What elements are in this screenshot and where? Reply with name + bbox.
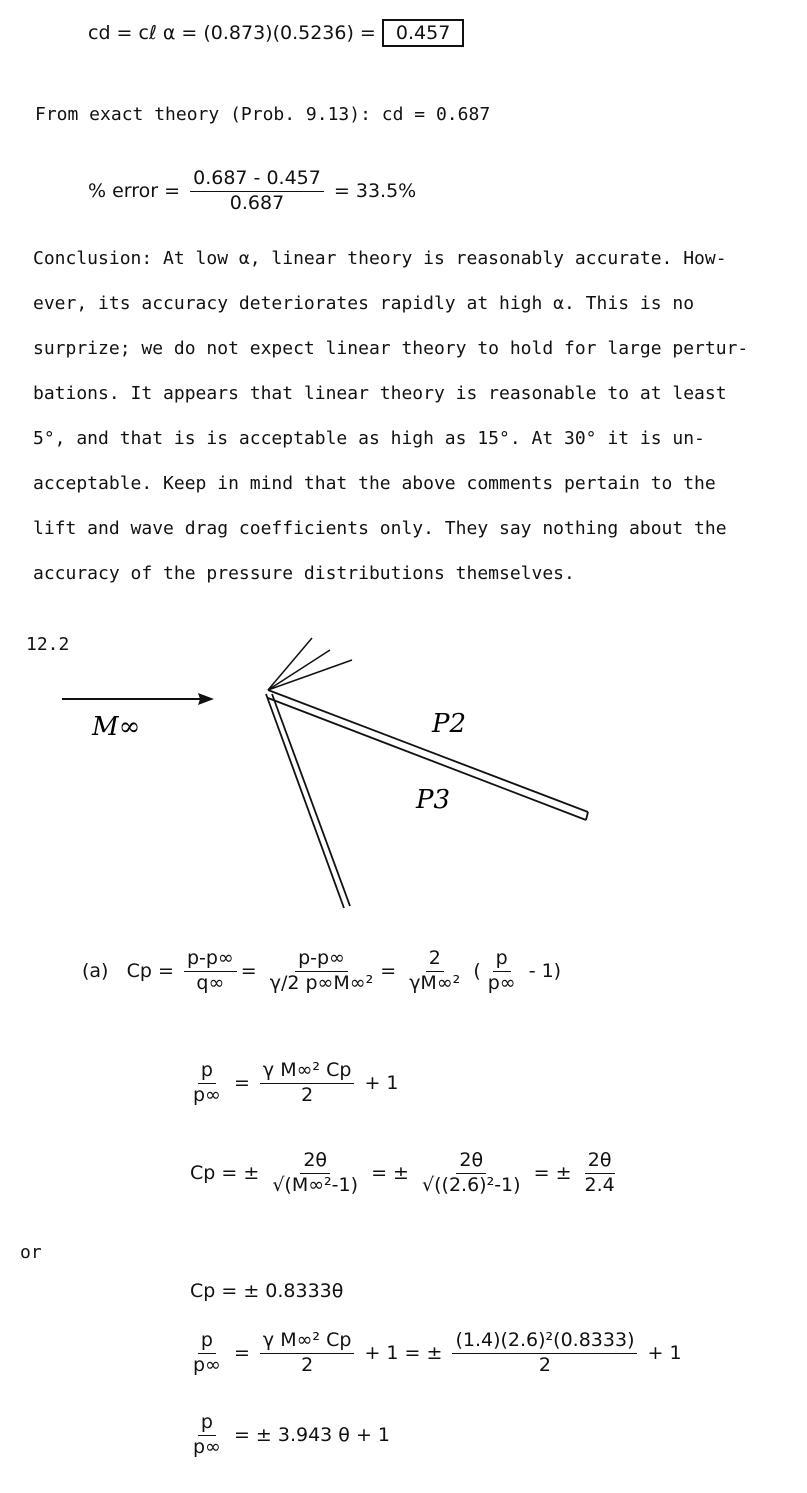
fraction-numerator: p bbox=[198, 1060, 216, 1084]
fraction-numerator: 2θ bbox=[456, 1150, 486, 1174]
conclusion-line: 5°, and that is is acceptable as high as 15°. At 30° it is un- bbox=[33, 428, 705, 449]
final-rhs: = ± 3.943 θ + 1 bbox=[233, 1423, 391, 1446]
fraction-numerator: (1.4)(2.6)²(0.8333) bbox=[452, 1330, 637, 1354]
fraction-numerator: p-p∞ bbox=[184, 948, 237, 972]
conclusion-line: lift and wave drag coefficients only. They say nothing about the bbox=[33, 518, 727, 539]
conclusion-line: accuracy of the pressure distributions themselves. bbox=[33, 563, 575, 584]
equals-sign: = bbox=[233, 1341, 250, 1364]
upper-pressure-label: P2 bbox=[432, 709, 467, 739]
fraction-denominator: p∞ bbox=[193, 1435, 221, 1458]
equals-sign: = bbox=[233, 1071, 250, 1094]
lower-pressure-label: P3 bbox=[416, 785, 451, 815]
error-rhs: = 33.5% bbox=[333, 179, 417, 202]
cp-fraction-2 bbox=[267, 948, 377, 995]
fraction-denominator: 2.4 bbox=[584, 1173, 615, 1196]
shock-wave-line bbox=[266, 694, 344, 908]
fraction-denominator: p∞ bbox=[487, 971, 516, 994]
cd-linear-equation bbox=[88, 22, 464, 44]
boxed-result: 0.457 bbox=[382, 19, 464, 47]
fraction-numerator: p bbox=[198, 1330, 216, 1354]
plus-one-plus-minus: + 1 = ± bbox=[364, 1341, 443, 1364]
cp-numeric-equation: Cp = ± 0.8333θ bbox=[190, 1280, 344, 1302]
cp-fraction-1 bbox=[184, 948, 237, 995]
fraction-denominator: √(M∞²-1) bbox=[272, 1173, 359, 1196]
conclusion-line: Conclusion: At low α, linear theory is reasonably accurate. How- bbox=[33, 248, 727, 269]
fraction-denominator: 2 bbox=[538, 1353, 552, 1376]
fraction-numerator: p bbox=[493, 948, 511, 972]
pressure-ratio-fraction bbox=[485, 948, 519, 995]
pressure-ratio-lhs bbox=[190, 1412, 224, 1459]
pressure-ratio-fraction-2 bbox=[452, 1330, 637, 1377]
fraction-numerator: p bbox=[198, 1412, 216, 1436]
exact-theory-line: From exact theory (Prob. 9.13): cd = 0.687 bbox=[35, 104, 491, 125]
error-lhs: % error = bbox=[88, 179, 181, 202]
flat-plate-diagram bbox=[0, 630, 620, 920]
fraction-numerator: 2 bbox=[426, 948, 444, 972]
freestream-mach-label: M∞ bbox=[92, 712, 141, 742]
expansion-wave bbox=[268, 650, 330, 690]
problem-number: 12.2 bbox=[26, 634, 70, 655]
conclusion-paragraph bbox=[33, 236, 781, 596]
error-denominator: 0.687 bbox=[229, 191, 285, 214]
percent-error-equation bbox=[88, 168, 416, 215]
or-label: or bbox=[20, 1242, 42, 1263]
plus-minus: ± bbox=[243, 1161, 260, 1184]
plus-one: + 1 bbox=[364, 1071, 399, 1094]
conclusion-line: acceptable. Keep in mind that the above comments pertain to the bbox=[33, 473, 716, 494]
pressure-ratio-lhs bbox=[190, 1330, 224, 1377]
cd-linear-lhs: cd = cℓ α = (0.873)(0.5236) = bbox=[88, 22, 376, 44]
fraction-numerator: p-p∞ bbox=[295, 948, 348, 972]
pressure-ratio-equation bbox=[186, 1060, 399, 1107]
cp-symbol: Cp = bbox=[190, 1161, 238, 1184]
error-fraction bbox=[190, 168, 324, 215]
fraction-denominator: p∞ bbox=[193, 1083, 221, 1106]
error-numerator: 0.687 - 0.457 bbox=[190, 168, 324, 192]
fraction-denominator: γM∞² bbox=[409, 971, 461, 994]
fraction-denominator: p∞ bbox=[193, 1353, 221, 1376]
fraction-numerator: γ M∞² Cp bbox=[260, 1060, 355, 1084]
plus-minus: = ± bbox=[533, 1161, 572, 1184]
fraction-numerator: 2θ bbox=[585, 1150, 615, 1174]
fraction-denominator: q∞ bbox=[196, 971, 225, 994]
paren-tail: - 1) bbox=[528, 959, 562, 982]
linear-cp-fraction-1 bbox=[269, 1150, 361, 1197]
fraction-denominator: γ/2 p∞M∞² bbox=[269, 971, 374, 994]
pressure-ratio-fraction-1 bbox=[260, 1330, 355, 1377]
flat-plate-trailing-edge bbox=[586, 812, 588, 820]
fraction-numerator: γ M∞² Cp bbox=[260, 1330, 355, 1354]
fraction-denominator: √((2.6)²-1) bbox=[422, 1173, 521, 1196]
conclusion-line: surprize; we do not expect linear theory to hold for large pertur- bbox=[33, 338, 749, 359]
fraction-denominator: 2 bbox=[301, 1083, 314, 1106]
pressure-ratio-numeric-equation bbox=[186, 1330, 682, 1377]
cp-fraction-3 bbox=[406, 948, 463, 995]
fraction-denominator: 2 bbox=[301, 1353, 314, 1376]
linear-cp-fraction-2 bbox=[419, 1150, 524, 1197]
arrowhead-icon bbox=[198, 693, 214, 705]
open-paren: ( bbox=[473, 959, 481, 982]
conclusion-line: ever, its accuracy deteriorates rapidly at high α. This is no bbox=[33, 293, 695, 314]
fraction-numerator: 2θ bbox=[300, 1150, 330, 1174]
pressure-ratio-lhs bbox=[190, 1060, 224, 1107]
linear-cp-fraction-3 bbox=[582, 1150, 618, 1197]
cp-definition-equation: (a) Cp = $\frac{p-p\infty}{q\infty}$ = $\frac{p-p\infty}{\text{γ/2 p∞M∞²}}$ = $\frac{2}{\text{γM∞²}}$ ( $\frac{p}{p\infty}$ - 1) bbox=[82, 947, 562, 994]
plus-minus: = ± bbox=[371, 1161, 409, 1184]
pressure-ratio-rhs bbox=[260, 1060, 355, 1107]
linear-cp-equation bbox=[190, 1150, 622, 1197]
conclusion-line: bations. It appears that linear theory is reasonable to at least bbox=[33, 383, 727, 404]
cp-symbol: Cp = bbox=[126, 959, 174, 982]
plus-one: + 1 bbox=[647, 1341, 682, 1364]
part-a-label: (a) bbox=[82, 959, 109, 982]
final-pressure-ratio-equation bbox=[186, 1412, 390, 1459]
